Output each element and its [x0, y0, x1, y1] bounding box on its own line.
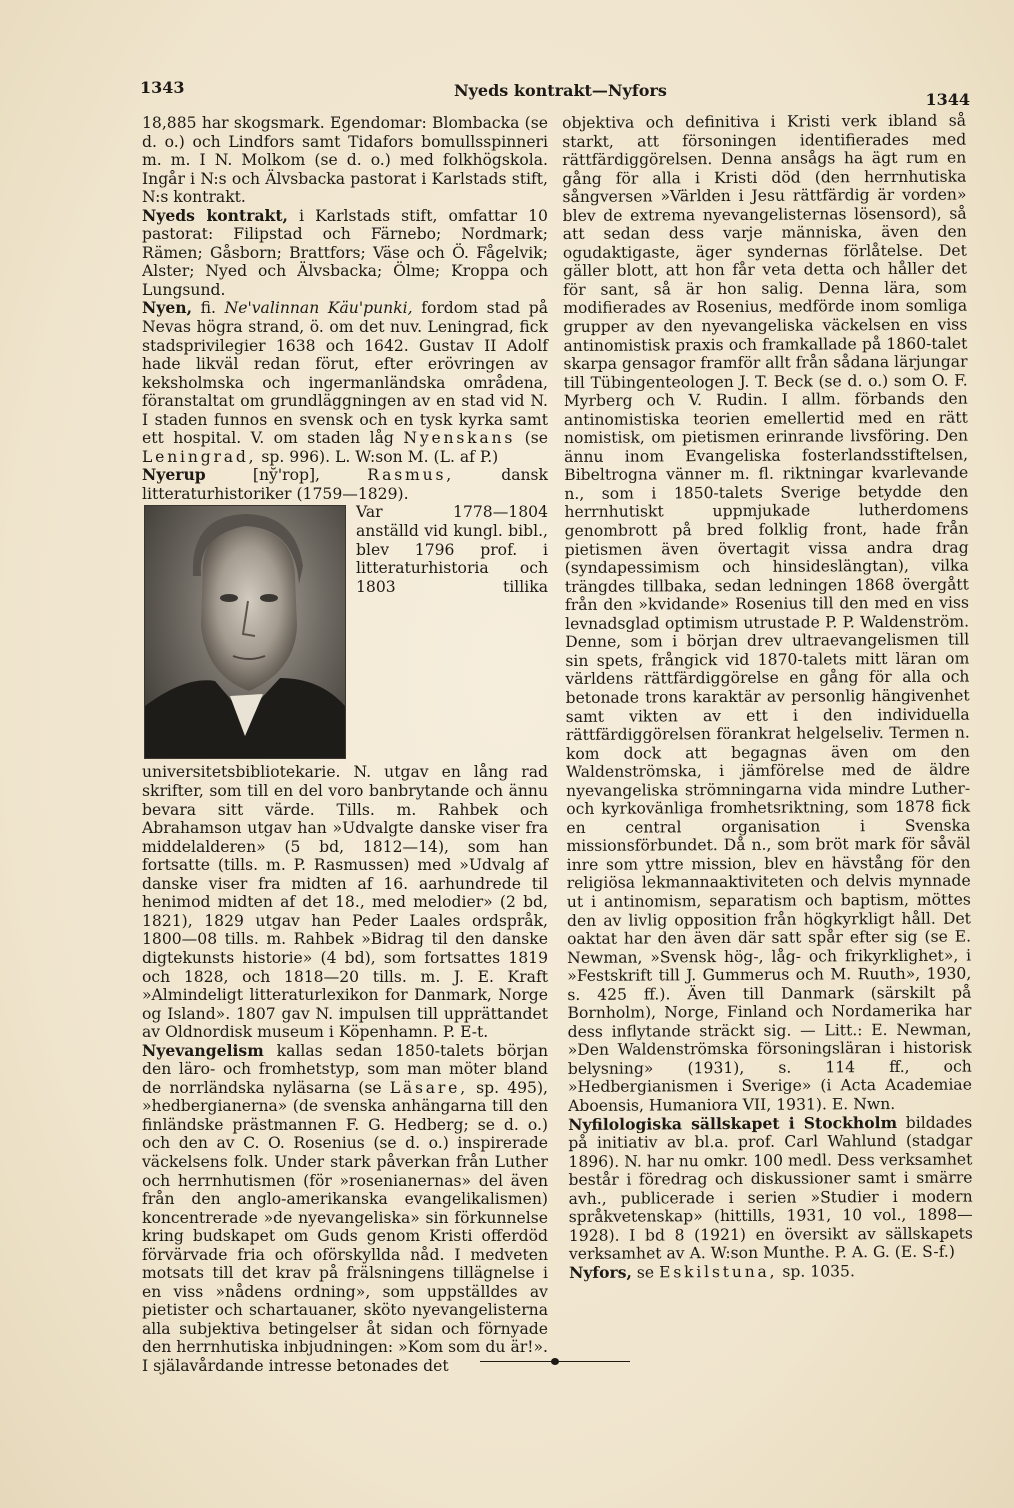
- entry-headword: Nyfors,: [569, 1262, 632, 1282]
- entry-continuation: 18,885 har skogsmark. Egendomar: Blombacka (se d. o.) och Lindfors samt Tidafors bomullsspinneri m. m. I N. Molkom (se d. o.) med folkhögskola. Ingår i N:s och Älvsbacka pastorat i Karlstads stift, N:s kontrakt.: [142, 114, 548, 207]
- entry-headword: Nyeds kontrakt,: [142, 205, 288, 225]
- right-column: [562, 112, 973, 1283]
- ornament-dot: [551, 1358, 559, 1365]
- entry-headword: Nyevangelism: [142, 1040, 264, 1060]
- entry-nyerup: Nyerup [ny̆'rop], Rasmus, dansk litteraturhistoriker (1759—1829). Var 1778—1804 anställd vid kungl. bibl., blev 1796 prof. i litteraturhistoria och 1803 tillika universitetsbibliotekarie. N. utgav en lång rad skrifter, som till en del voro banbrytande och ännu bevara sitt värde. Tills. m. Rahbek och Abrahamson utgav han »Udvalgte danske viser fra middelalderen» (5 bd, 1812—14), som han fortsatte (tills. m. P. Rasmussen) med »Udvalg af danske viser fra midten af 16. aarhundrede til henimod midten af det 18., med melodier» (2 bd, 1821), 1829 utgav han Peder Laales ordspråk, 1800—08 tills. m. Rahbek »Bidrag til den danske digtekunsts historie» (4 bd), som fortsattes 1819 och 1828, och 1818—20 tills. m. J. E. Kraft »Almindeligt litteraturlexikon for Danmark, Norge og Island». 1807 gav N. impulsen till upprättandet av Oldnordisk museum i Köpenhamn. P. E-t.: [142, 465, 548, 1042]
- running-head: Nyeds kontrakt—Nyfors: [454, 81, 667, 100]
- entry-headword: Nyen,: [142, 298, 193, 318]
- entry-nyen: Nyen, fi. Ne'valinnan Käu'punki, fordom stad på Nevas högra strand, ö. om det nuv. Leningrad, fick stadsprivilegier 1638 och 1642. Gustav II Adolf hade likväl redan förut, efter erövringen av keksholmska och ingermanländska områdena, föranstaltat om grundläggningen av en stad vid N. I staden funnos en svensk och en tysk kyrka samt ett hospital. V. om staden låg Nyenskans (se Leningrad, sp. 996). L. W:son M. (L. af P.): [142, 298, 548, 466]
- page-number-right: 1344: [925, 90, 970, 109]
- entry-nyeds-kontrakt: Nyeds kontrakt, i Karlstads stift, omfattar 10 pastorat: Filipstad och Färnebo; Nordmark; Rämen; Gåsborn; Brattfors; Väse och Ö. Fågelvik; Alster; Nyed och Älvsbacka; Ölme; Kroppa och Lungsund.: [142, 205, 548, 299]
- entry-nyevangelism-continued: objektiva och definitiva i Kristi verk ibland så starkt, att försoningen identifierades med rättfärdiggörelsen. Denna ansågs ha ägt rum en gång för alla i Kristi död (den herrnhutiska sångversen »Världen i Jesu rättfärdig är vorden» blev de extrema nyevangelisternas lösensord), så att sedan dess varje människa, även den ogudaktigaste, äger syndernas förlåtelse. Det gäller blott, att hon får veta detta och håller det för sant, så är hon salig. Denna lära, som modifierades av Rosenius, medförde inom somliga grupper av den nyevangeliska väckelsen en viss antinomistisk praxis och framkallade på 1860-talet skarpa gensagor framför allt från sådana lärjungar till Tübingenteologen J. T. Beck (se d. o.) som O. F. Myrberg och V. Rudin. I allm. förbands den antinomistiska teorien emellertid med en rätt nomistisk, om pietismen erinrande livsföring. Den ännu inom Evangeliska fosterlandsstiftelsen, Bibeltrogna vänner m. fl. riktningar kvarlevande n., som i 1850-talets Sverige betydde den herrnhutiskt uppmjukade lutherdomens genombrott på bred folklig front, hade från pietismen även övertagit vissa andra drag (syndapessimism och hinsideslängtan), vilka trängdes tillbaka, sedan ledningen 1868 övergått från den »kvidande» Rosenius till den med en viss levnadsglad optimism utrustade P. P. Waldenström. Denne, som i början drev ultraevangelismen till sin spets, frångick vid 1870-talets mitt läran om världens rättfärdiggörelse en gång för alla och betonade trons karaktär av personlig hängivenhet samt vikten av ett i den individuella rättfärdiggörelsen förankrat helgelseliv. Termen n. kom dock att begagnas även om den Waldenströmska, i jämförelse med de äldre nyevangeliska strömningarna vida mindre Luther- och kyrkovänliga fromhetsriktning, som 1878 fick en central organisation i Svenska missionsförbundet. Då n., som bröt mark för såväl inre som yttre mission, blev en hävstång för den religiösa lekmannaaktiviteten och delvis mynnade ut i antinomism, separatism och baptism, möttes den av livlig opposition från högkyrkligt håll. Det oaktat har den även där satt spår efter sig (se E. Newman, »Svensk hög-, låg- och frikyrklighet», i »Festskrift till J. Gummerus och M. Ruuth», 1930, s. 425 ff.). Även till Danmark (särskilt på Bornholm), Norge, Finland och Nordamerika har dess inflytande sträckt sig. — Litt.: E. Newman, »Den Waldenströmska försoningsläran i historisk belysning» (1931), s. 114 ff., och »Hedbergianismen i Sverige» (i Acta Academiae Aboensis, Humaniora VII, 1931). E. Nwn.: [562, 111, 972, 1115]
- portrait-image: [144, 505, 346, 759]
- page-header: [140, 78, 970, 110]
- entry-nyfors: Nyfors, se Eskilstuna, sp. 1035.: [569, 1262, 855, 1282]
- entry-headword: Nyfilologiska sällskapet i Stockholm: [568, 1112, 898, 1134]
- page-number-left: 1343: [140, 78, 185, 97]
- end-ornament-rule: [480, 1357, 630, 1367]
- entry-nyfilologiska: Nyfilologiska sällskapet i Stockholm bildades på initiativ av bl.a. prof. Carl Wahlund (stadgar 1896). N. har nu omkr. 100 medl. Dess verksamhet består i föredrag och diskussioner samt i smärre avh., publicerade i serien »Studier i modern språkvetenskap» (hittills, 1931, 10 vol., 1898—1928). I bd 8 (1921) en översikt av sällskapets verksamhet av A. W:son Munthe. P. A. G. (E. S-f.): [568, 1112, 973, 1264]
- portrait-engraving: [145, 506, 345, 758]
- entry-headword: Nyerup: [142, 465, 206, 485]
- left-column: [142, 114, 548, 1376]
- entry-nyevangelism: Nyevangelism kallas sedan 1850-talets början den läro- och fromhetstyp, som man möter bland de norrländska nyläsarna (se Läsare, sp. 495), »hedbergianerna» (de svenska anhängarna till den finländske prästmannen F. G. Hedberg; se d. o.) och den av C. O. Rosenius (se d. o.) inspirerade väckelsens folk. Under stark påverkan från Luther och herrnhutismen (för »rosenianernas» del även från den anglo-amerikanska evangelikalismen) koncentrerade »de nyevangeliska» sin förkunnelse kring budskapet om Guds genom Kristi offerdöd förvärvade fria och oförskyllda nåd. I medveten motsats till det krav på frälsningens tillägnelse i en viss »nådens ordning», som uppställdes av pietister och schartauaner, sköto nyevangelisterna alla subjektiva betingelser åt sidan och förnyade den herrnhutiska inbjudningen: »Kom som du är!». I själavårdande intresse betonades det: [142, 1040, 548, 1375]
